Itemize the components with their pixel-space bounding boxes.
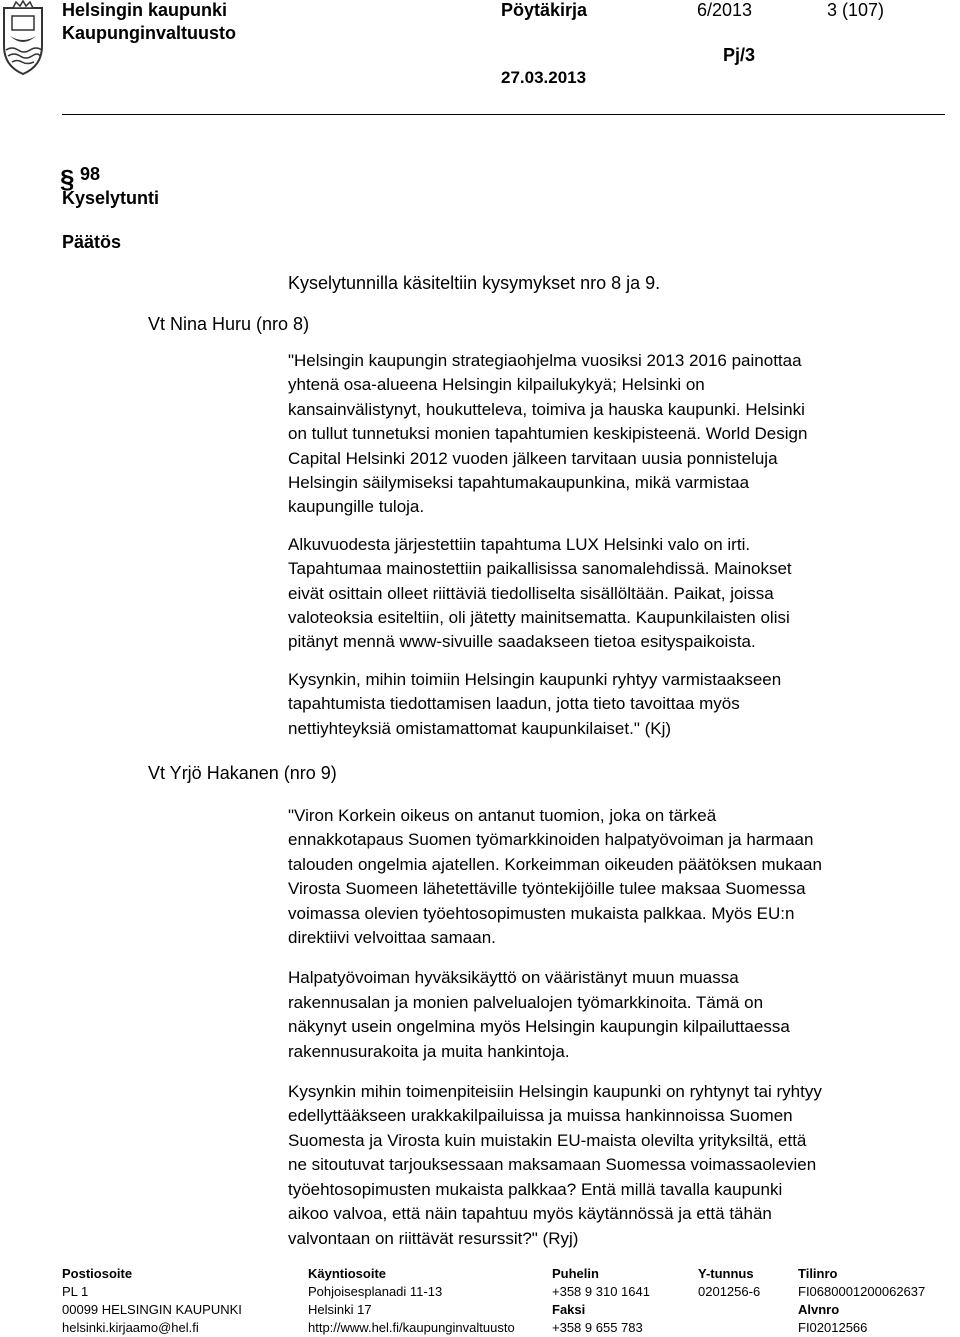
doc-type: Pöytäkirja	[501, 0, 588, 20]
question-body	[288, 804, 938, 1251]
footer-line: Helsinki 17	[308, 1302, 372, 1317]
question-body	[288, 349, 938, 741]
body-name: Kaupunginvaltuusto	[62, 23, 236, 43]
doc-number: 6/2013	[697, 0, 753, 20]
page-number: 3 (107)	[827, 0, 885, 20]
footer-label: Faksi	[552, 1302, 586, 1317]
question-paragraph: Halpatyövoiman hyväksikäyttö on vääristänyt muun muassa rakennusalan ja monien palvelualojen työmarkkinoita. Tämä on näkynyt usein ongelmina myös Helsingin kaupungin kilpailuttaessa rakennusurakoita ja muita hankintoja.	[288, 968, 790, 1061]
question-label: Vt Nina Huru (nro 8)	[148, 314, 310, 334]
decision-heading: Päätös	[62, 232, 122, 252]
footer-label: Käyntiosoite	[308, 1266, 387, 1281]
footer-line: FI02012566	[798, 1320, 868, 1335]
footer-phone	[552, 1265, 650, 1337]
footer-line: +358 9 655 783	[552, 1320, 643, 1335]
footer-label: Alvnro	[798, 1302, 840, 1317]
footer-line: +358 9 310 1641	[552, 1284, 650, 1299]
footer-postal	[62, 1265, 242, 1337]
doc-date: 27.03.2013	[501, 68, 587, 87]
section-code: Pj/3	[723, 45, 756, 65]
city-name: Helsingin kaupunki	[62, 0, 228, 20]
question-paragraph: Alkuvuodesta järjestettiin tapahtuma LUX Helsinki valo on irti. Tapahtumaa mainostettiin paikallisissa sanomalehdissä. Mainokset eivät osittain olleet riittäviä tiedolliselta sisällöltään. Paikat, joissa valoteoksia esiteltiin, oli jätetty mainitsematta. Kaupunkilaisten olisi pitänyt mennä www-sivuille saadakseen tietoa esityspaikoista.	[288, 534, 792, 652]
question-label: Vt Yrjö Hakanen (nro 9)	[148, 763, 337, 783]
question-paragraph: Kysynkin mihin toimenpiteisiin Helsingin kaupunki on ryhtynyt tai ryhtyy edellyttääkseen urakkakilpailuissa ja muissa hankinnoissa Suomen Suomesta ja Virosta kuin muistakin EU-maista olevilta yrityksiltä, että ne sitoutuvat tarjouksessaan maksamaan Suomessa voimassaolevien työehtosopimusten mukaista palkkaa? Entä millä tavalla kaupunki aikoo valvoa, että näin tapahtuu myös käytännössä ja että tähän valvontaan on riittävät resurssit?" (Ryj)	[288, 1082, 822, 1248]
footer-label: Y-tunnus	[698, 1266, 754, 1281]
item-number: 98	[80, 164, 101, 184]
footer-url[interactable]: http://www.hel.fi/kaupunginvaltuusto	[308, 1320, 515, 1335]
footer-line: PL 1	[62, 1284, 89, 1299]
footer-account	[798, 1265, 925, 1337]
footer-label: Puhelin	[552, 1266, 599, 1281]
footer-label: Tilinro	[798, 1266, 838, 1281]
decision-text: Kyselytunnilla käsiteltiin kysymykset nro 8 ja 9.	[288, 273, 661, 293]
section-mark-icon: §	[60, 164, 75, 194]
footer-line: FI0680001200062637	[798, 1284, 926, 1299]
footer-visiting	[308, 1265, 515, 1337]
question-paragraph: "Helsingin kaupungin strategiaohjelma vuosiksi 2013 2016 painottaa yhtenä osa-alueena Helsingin kilpailukykyä; Helsinki on kansainvälistynyt, houkutteleva, toimiva ja hauska kaupunki. Helsinki on tullut tunnetuksi monien tapahtumien keskipisteenä. World Design Capital Helsinki 2012 vuoden jälkeen tarvitaan uusia ponnisteluja Helsingin säilymiseksi tapahtumakaupunkina, mikä varmistaa kaupungille tuloja.	[288, 351, 808, 517]
header-rule	[62, 114, 945, 115]
footer-email[interactable]: helsinki.kirjaamo@hel.fi	[62, 1320, 199, 1335]
helsinki-crest-icon	[0, 0, 46, 76]
question-paragraph: Kysynkin, mihin toimiin Helsingin kaupunki ryhtyy varmistaakseen tapahtumista tiedottamisen laadun, jotta tieto tavoittaa myös nettiyhteyksiä omistamattomat kaupunkilaiset." (Kj)	[288, 669, 782, 738]
footer-label: Postiosoite	[62, 1266, 133, 1281]
question-paragraph: "Viron Korkein oikeus on antanut tuomion, joka on tärkeä ennakkotapaus Suomen työmarkkinoiden halpatyövoiman ja harmaan talouden ongelmia ajatellen. Korkeimman oikeuden päätöksen mukaan Virosta Suomeen lähetettäville työntekijöille tulee maksaa Suomessa voimassa olevien työehtosopimusten mukaista palkkaa. Myös EU:n direktiivi velvoittaa samaan.	[288, 806, 822, 948]
footer-line: Pohjoisesplanadi 11-13	[308, 1284, 443, 1299]
footer-line: 0201256-6	[698, 1284, 761, 1299]
item-title: Kyselytunti	[62, 188, 160, 208]
footer-business-id	[698, 1265, 760, 1301]
footer-line: 00099 HELSINGIN KAUPUNKI	[62, 1302, 242, 1317]
